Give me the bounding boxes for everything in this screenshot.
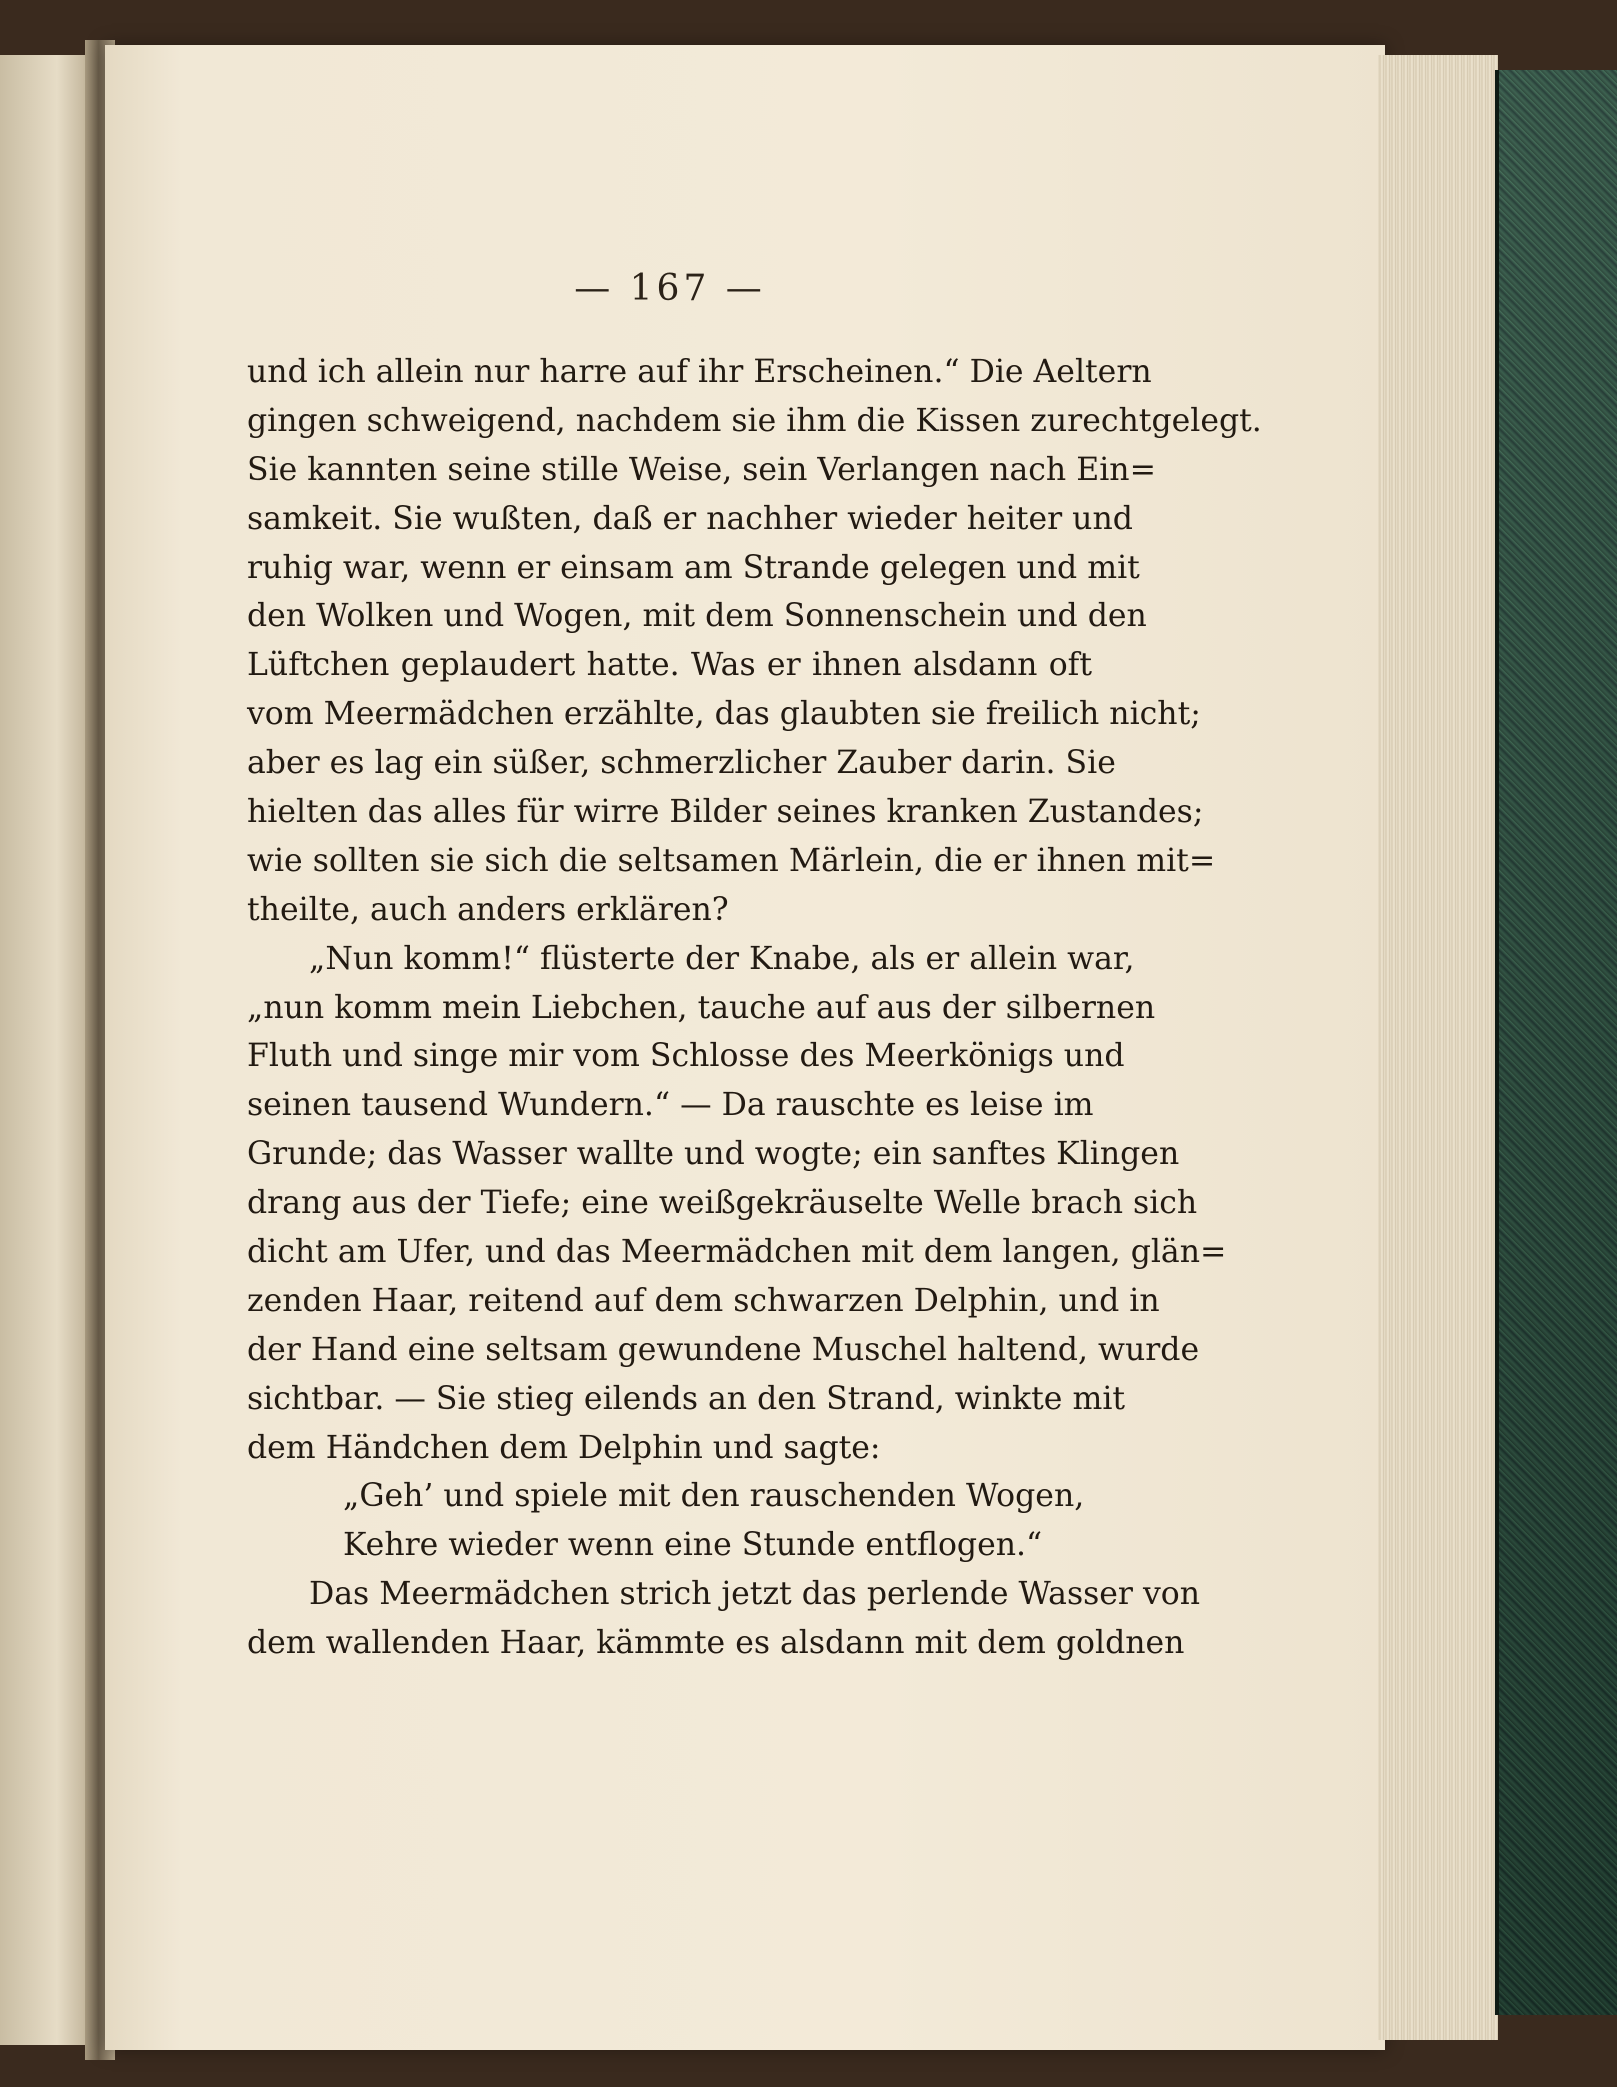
left-page-edge bbox=[0, 55, 95, 2045]
text-line: theilte, auch anders erklären? bbox=[247, 891, 729, 928]
text-line: sichtbar. — Sie stieg eilends an den Strand, winkte mit bbox=[247, 1380, 1126, 1417]
text-line: dem wallenden Haar, kämmte es alsdann mit dem goldnen bbox=[247, 1625, 1185, 1662]
text-line: Fluth und singe mir vom Schlosse des Meerkönigs und bbox=[247, 1038, 1125, 1075]
text-line: ruhig war, wenn er einsam am Strande gelegen und mit bbox=[247, 549, 1140, 586]
page-fore-edge bbox=[1378, 55, 1498, 2040]
page-number: — 167 — bbox=[574, 268, 766, 309]
text-line: dem Händchen dem Delphin und sagte: bbox=[247, 1429, 881, 1466]
verse-line: Kehre wieder wenn eine Stunde entflogen.“ bbox=[343, 1527, 1043, 1564]
text-line: vom Meermädchen erzählte, das glaubten sie freilich nicht; bbox=[247, 696, 1201, 733]
text-line: „nun komm mein Liebchen, tauche auf aus der silbernen bbox=[247, 989, 1156, 1026]
text-line: seinen tausend Wundern.“ — Da rauschte es leise im bbox=[247, 1087, 1094, 1124]
verse-line: „Geh’ und spiele mit den rauschenden Wogen, bbox=[343, 1478, 1085, 1515]
text-line: dicht am Ufer, und das Meermädchen mit dem langen, glän= bbox=[247, 1234, 1227, 1271]
text-line: samkeit. Sie wußten, daß er nachher wieder heiter und bbox=[247, 500, 1133, 537]
text-line: Lüftchen geplaudert hatte. Was er ihnen alsdann oft bbox=[247, 647, 1092, 684]
body-text bbox=[247, 348, 1262, 1668]
text-line: und ich allein nur harre auf ihr Erscheinen.“ Die Aeltern bbox=[247, 354, 1152, 390]
text-line: der Hand eine seltsam gewundene Muschel haltend, wurde bbox=[247, 1331, 1200, 1368]
text-line: Das Meermädchen strich jetzt das perlende Wasser von bbox=[309, 1576, 1201, 1613]
text-line: gingen schweigend, nachdem sie ihm die Kissen zurechtgelegt. bbox=[247, 402, 1262, 439]
text-line: den Wolken und Wogen, mit dem Sonnenschein und den bbox=[247, 598, 1147, 635]
text-line: drang aus der Tiefe; eine weißgekräuselte Welle brach sich bbox=[247, 1185, 1198, 1222]
text-line: „Nun komm!“ flüsterte der Knabe, als er allein war, bbox=[309, 940, 1135, 977]
text-line: Grunde; das Wasser wallte und wogte; ein sanftes Klingen bbox=[247, 1136, 1180, 1173]
book-cover-edge bbox=[1495, 70, 1617, 2015]
text-line: wie sollten sie sich die seltsamen Märlein, die er ihnen mit= bbox=[247, 842, 1216, 879]
text-line: aber es lag ein süßer, schmerzlicher Zauber darin. Sie bbox=[247, 745, 1116, 782]
text-line: Sie kannten seine stille Weise, sein Verlangen nach Ein= bbox=[247, 451, 1156, 488]
text-line: hielten das alles für wirre Bilder seines kranken Zustandes; bbox=[247, 794, 1204, 831]
text-line: zenden Haar, reitend auf dem schwarzen Delphin, und in bbox=[247, 1282, 1160, 1319]
